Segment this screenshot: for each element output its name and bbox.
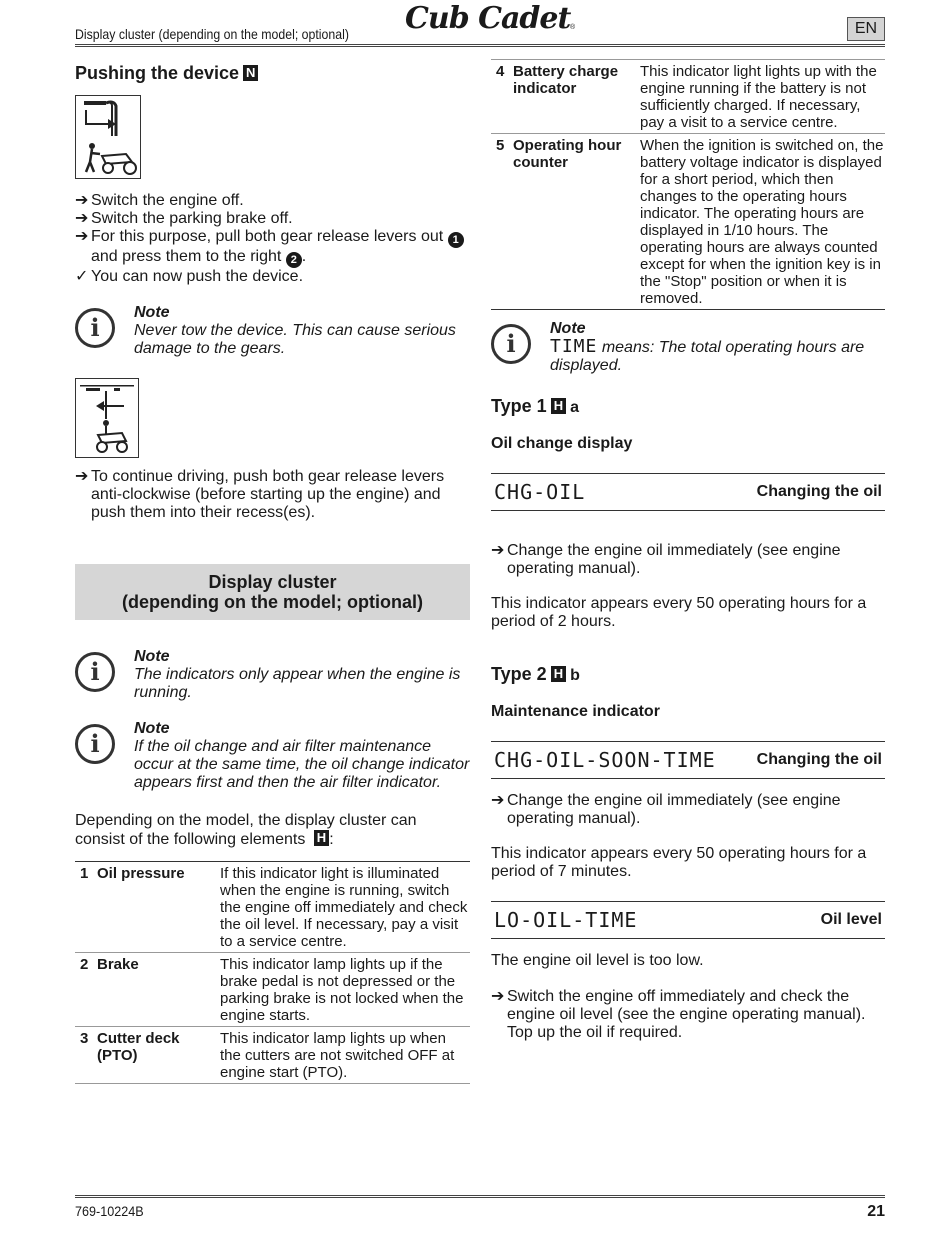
- info-icon: i: [75, 652, 115, 692]
- gear-lever-icon: [76, 379, 138, 457]
- arrow-icon: ➔: [491, 988, 505, 1005]
- push-steps: [75, 192, 470, 286]
- arrow-icon: ➔: [491, 542, 505, 559]
- note-text: TIME means: The total operating hours are displayed.: [550, 336, 865, 374]
- section-title-line1: Display cluster: [208, 572, 337, 592]
- low-oil-text: The engine oil level is too low.: [491, 952, 704, 969]
- table-row: 4 Battery charge indicator This indicator light lights up with the engine running if the battery is not sufficiently charged. If necessary, pay a visit to a service centre.: [491, 60, 885, 134]
- continue-step: ➔ To continue driving, push both gear release levers anti-clockwise (before starting up the engine) and push them into their recess(es).: [75, 468, 445, 521]
- elements-table-left: [75, 861, 470, 1084]
- lcd-time: TIME: [550, 336, 598, 357]
- right-column: [491, 59, 885, 1042]
- type2-step2: ➔ Switch the engine off immediately and check the engine oil level (see the engine operating manual). Top up the oil if required.: [491, 988, 866, 1041]
- note-title: Note: [134, 304, 170, 321]
- display-row-oil-level: [491, 901, 885, 939]
- figure-ref-n: N: [243, 65, 258, 81]
- display-label: Changing the oil: [756, 751, 882, 768]
- table-row: 5 Operating hour counter When the ignition is switched on, the battery voltage indicator is displayed for a short period, which then changes to the operating hours indicator. The operating hours are displayed in 1/10 hours. The operating hours are always counted except for when the ignition key is in the "Stop" position or when it is removed.: [491, 134, 885, 310]
- info-icon: i: [75, 724, 115, 764]
- figure-ref-h: H: [551, 666, 566, 682]
- pushing-heading: [75, 62, 470, 84]
- step-item: ➔ Switch the engine off.: [75, 192, 244, 209]
- type1-subheading: Oil change display: [491, 435, 633, 452]
- note-title: Note: [134, 720, 170, 737]
- arrow-icon: ➔: [75, 468, 89, 485]
- type1-heading: Type 1 H a: [491, 396, 579, 416]
- document-code: 769-10224B: [75, 1203, 144, 1219]
- elements-intro: Depending on the model, the display cluster can consist of the following elements H :: [75, 812, 417, 848]
- arrow-icon: ➔: [75, 228, 89, 245]
- note-maintenance: [75, 720, 470, 792]
- running-header: Display cluster (depending on the model; optional): [75, 26, 349, 42]
- table-row: 3 Cutter deck (PTO) This indicator lamp lights up when the cutters are not switched OFF at engine start (PTO).: [75, 1027, 470, 1084]
- lcd-readout: LO-OIL-TIME: [494, 908, 638, 932]
- figure-ref-h: H: [314, 830, 329, 846]
- header-rule: [75, 44, 885, 47]
- type1-info: This indicator appears every 50 operating hours for a period of 2 hours.: [491, 595, 867, 630]
- lcd-readout: CHG-OIL: [494, 480, 586, 504]
- pushing-title: Pushing the device: [75, 63, 240, 83]
- note-text: If the oil change and air filter maintenance occur at the same time, the oil change indicator appears first and then the air filter indicator.: [134, 738, 470, 791]
- display-row-maintenance: [491, 741, 885, 779]
- display-label: Oil level: [820, 911, 882, 928]
- info-icon: i: [491, 324, 531, 364]
- left-column: [75, 62, 470, 1084]
- footer-rule: [75, 1195, 885, 1198]
- type2-info: This indicator appears every 50 operating hours for a period of 7 minutes.: [491, 845, 867, 880]
- type1-step: ➔ Change the engine oil immediately (see engine operating manual).: [491, 542, 841, 577]
- arrow-icon: ➔: [491, 792, 505, 809]
- table-row: 2 Brake This indicator lamp lights up if the brake pedal is not depressed or the parking brake is not locked when the engine starts.: [75, 953, 470, 1027]
- brand-logo: Cub Cadet: [405, 1, 571, 36]
- type2-step: ➔ Change the engine oil immediately (see engine operating manual).: [491, 792, 841, 827]
- display-cluster-heading: [75, 564, 470, 620]
- language-badge: EN: [847, 17, 885, 41]
- table-row: 1 Oil pressure If this indicator light is illuminated when the engine is running, switch the engine off immediately and check the oil level. If necessary, pay a visit to a service centre.: [75, 862, 470, 953]
- lever-pictogram: [75, 378, 139, 458]
- type2-heading: Type 2 H b: [491, 664, 580, 684]
- note-body: [134, 304, 470, 358]
- step-item: ➔ For this purpose, pull both gear release levers out 1 and press them to the right 2 .: [75, 228, 470, 268]
- step-item: ➔ Switch the parking brake off.: [75, 210, 293, 227]
- note-title: Note: [550, 320, 586, 337]
- info-icon: i: [75, 308, 115, 348]
- push-device-icon: [76, 96, 140, 178]
- arrow-icon: ➔: [75, 210, 89, 227]
- note-time: [491, 320, 885, 375]
- checkmark-icon: ✓: [75, 268, 89, 285]
- section-title-line2: (depending on the model; optional): [122, 592, 423, 612]
- note-title: Note: [134, 648, 170, 665]
- note-indicators: [75, 648, 470, 702]
- figure-ref-h: H: [551, 398, 566, 414]
- arrow-icon: ➔: [75, 192, 89, 209]
- type2-subheading: Maintenance indicator: [491, 703, 660, 720]
- push-pictogram: [75, 95, 141, 179]
- registered-mark: ®: [570, 24, 576, 31]
- display-row-oil-change: [491, 473, 885, 511]
- note-text: Never tow the device. This can cause serious damage to the gears.: [134, 322, 456, 357]
- note-text: The indicators only appear when the engine is running.: [134, 666, 461, 701]
- display-label: Changing the oil: [756, 483, 882, 500]
- lcd-readout: CHG-OIL-SOON-TIME: [494, 748, 716, 772]
- note-tow: [75, 304, 470, 358]
- number-badge-2: 2: [286, 252, 302, 268]
- result-item: ✓ You can now push the device.: [75, 268, 304, 285]
- page-number: 21: [867, 1203, 885, 1220]
- elements-table-right: [491, 59, 885, 310]
- number-badge-1: 1: [448, 232, 464, 248]
